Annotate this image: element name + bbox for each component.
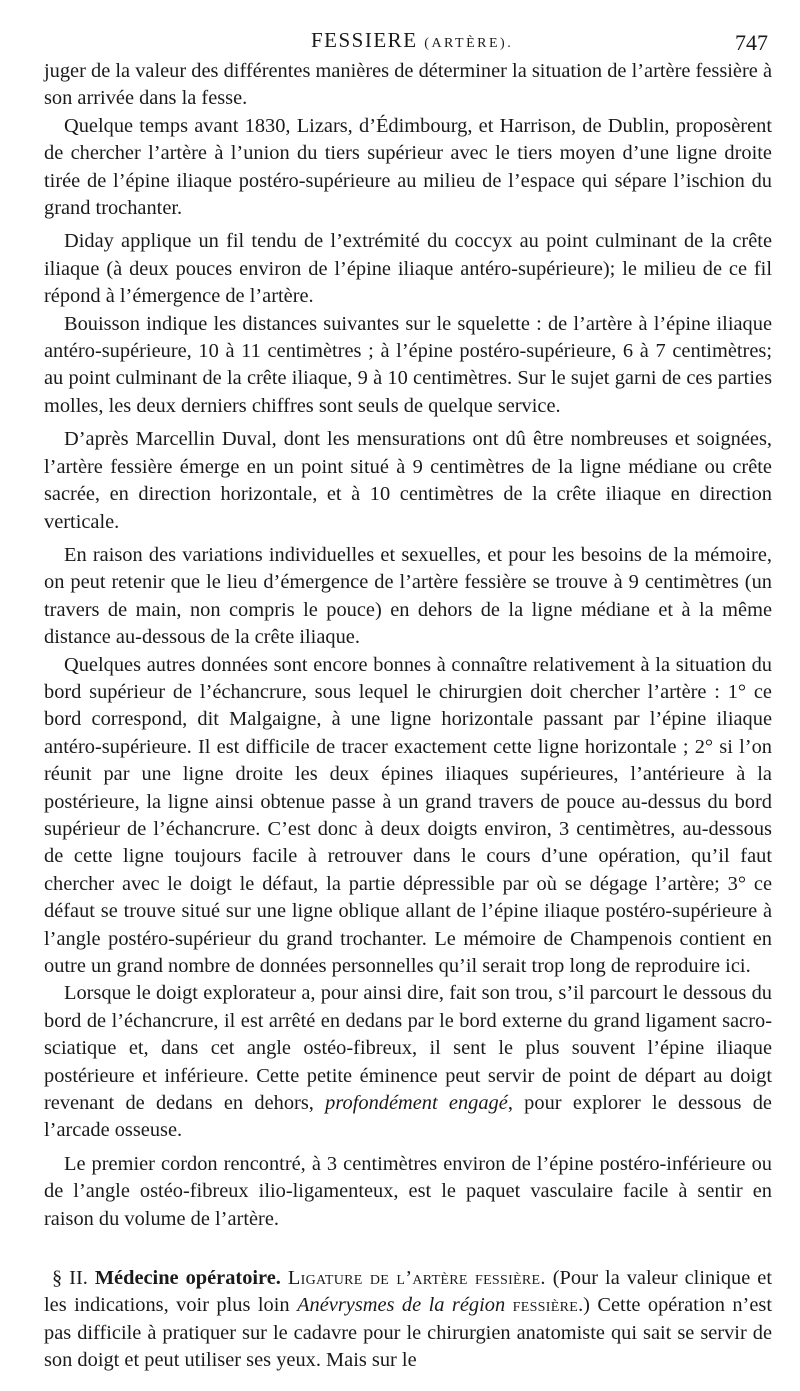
running-head (44, 28, 772, 58)
paragraph-8-text-a: Lorsque le doigt explorateur a, pour ainsi dire, fait son trou, s’il parcourt le dessous du bord de l’échancrure, il est arrêté en dedans par le bord externe du grand ligament sacro-sciatique et, dans cet angle ostéo-fibreux, il sent le plus souvent l’épine iliaque postérieure et inférieure. Cette petite éminence peut servir de point de départ au doigt revenant de dedans en dehors, (44, 982, 772, 1115)
section-number: § II. (52, 1267, 88, 1290)
running-head-title (311, 28, 513, 53)
paragraph-7: Quelques autres données sont encore bonnes à connaître relativement à la situation du bord supérieur de l’échancrure, sous lequel le chirurgien doit chercher l’artère : 1° ce bord correspond, dit Malgaigne, à une ligne horizontale passant par l’épine iliaque antéro-supérieure. Il est difficile de tracer exactement cette ligne horizontale ; 2° si l’on réunit par une ligne droite les deux épines iliaques supérieures, l’antérieure à la postérieure, la ligne ainsi obtenue passe à un grand travers de pouce au-dessus du bord supérieur de l’échancrure. C’est donc à deux doigts environ, 3 centimètres, au-dessous de cette ligne toujours facile à retrouver dans le cours d’une opération, qu’il faut chercher avec le doigt le défaut, la partie dépressible par où se dégage l’artère; 3° ce défaut se trouve situé sur une ligne oblique allant de l’épine iliaque postéro-supérieure à l’angle postéro-supérieur du grand trochanter. Le mémoire de Champenois contient en outre un grand nombre de données personnelles qu’il serait trop long de reproduire ici. (44, 653, 772, 977)
page-number: 747 (735, 30, 768, 55)
paragraph-4: Bouisson indique les distances suivantes sur le squelette : de l’artère à l’épine iliaque antéro-supérieure, 10 à 11 centimètres ; à l’épine postéro-supérieure, 6 à 7 centimètres; au point culminant de la crête iliaque, 9 à 10 centimètres. Sur le sujet garni de ces parties molles, les deux derniers chiffres sont seuls de quelque service. (44, 312, 772, 417)
paragraph-6: En raison des variations individuelles et sexuelles, et pour les besoins de la mémoire, on peut retenir que le lieu d’émergence de l’artère fessière se trouve à 9 centimètres (un travers de main, non compris le pouce) en dehors de la ligne médiane et à la même distance au-dessous de la crête iliaque. (44, 543, 772, 649)
paragraph-5: D’après Marcellin Duval, dont les mensurations ont dû être nombreuses et soignées, l’artère fessière émerge en un point situé à 9 centimètres de la ligne médiane ou crête sacrée, en direction horizontale, et à 10 centimètres de la crête iliaque en direction verticale. (44, 428, 772, 533)
paragraph-9: Le premier cordon rencontré, à 3 centimètres environ de l’épine postéro-inférieure ou de l’angle ostéo-fibreux ilio-ligamenteux, est le paquet vasculaire facile à sentir en raison du volume de l’artère. (44, 1152, 772, 1230)
section-smallcaps: fessière (512, 1294, 579, 1317)
paragraph-3: Diday applique un fil tendu de l’extrémité du coccyx au point culminant de la crête iliaque (à deux pouces environ de l’épine iliaque antéro-supérieure); le milieu de ce fil répond à l’émergence de l’artère. (44, 230, 772, 308)
paragraph-8-italic: profondément engagé (325, 1092, 508, 1115)
section-text-b: .) Cette opération n’est pas difficile à pratiquer sur le cadavre pour le chirurgien anatomiste qui sait se servir de son doigt et peut utiliser ses yeux. Mais sur le (44, 1294, 772, 1372)
section-2 (44, 1265, 772, 1375)
paragraph-8 (44, 980, 772, 1144)
running-head-main: FESSIERE (311, 28, 418, 52)
section-text-a: (Pour la valeur clinique et les indications, voir plus loin (44, 1267, 772, 1317)
section-subheading: Ligature de l’artère fessière. (287, 1267, 546, 1290)
paragraph-1: juger de la valeur des différentes manières de déterminer la situation de l’artère fessière à son arrivée dans la fesse. (44, 60, 772, 110)
running-head-subtitle: (ARTÈRE). (424, 36, 514, 51)
paragraph-8-text-b: , pour explorer le dessous de l’arcade osseuse. (44, 1092, 772, 1142)
paragraph-2: Quelque temps avant 1830, Lizars, d’Édimbourg, et Harrison, de Dublin, proposèrent de chercher l’artère à l’union du tiers supérieur avec le tiers moyen d’une ligne droite tirée de l’épine iliaque postéro-supérieure au milieu de l’espace qui sépare l’ischion du grand trochanter. (44, 114, 772, 220)
page (44, 28, 772, 1375)
section-heading: Médecine opératoire. (94, 1267, 281, 1290)
section-italic: Anévrysmes de la région (297, 1294, 506, 1317)
